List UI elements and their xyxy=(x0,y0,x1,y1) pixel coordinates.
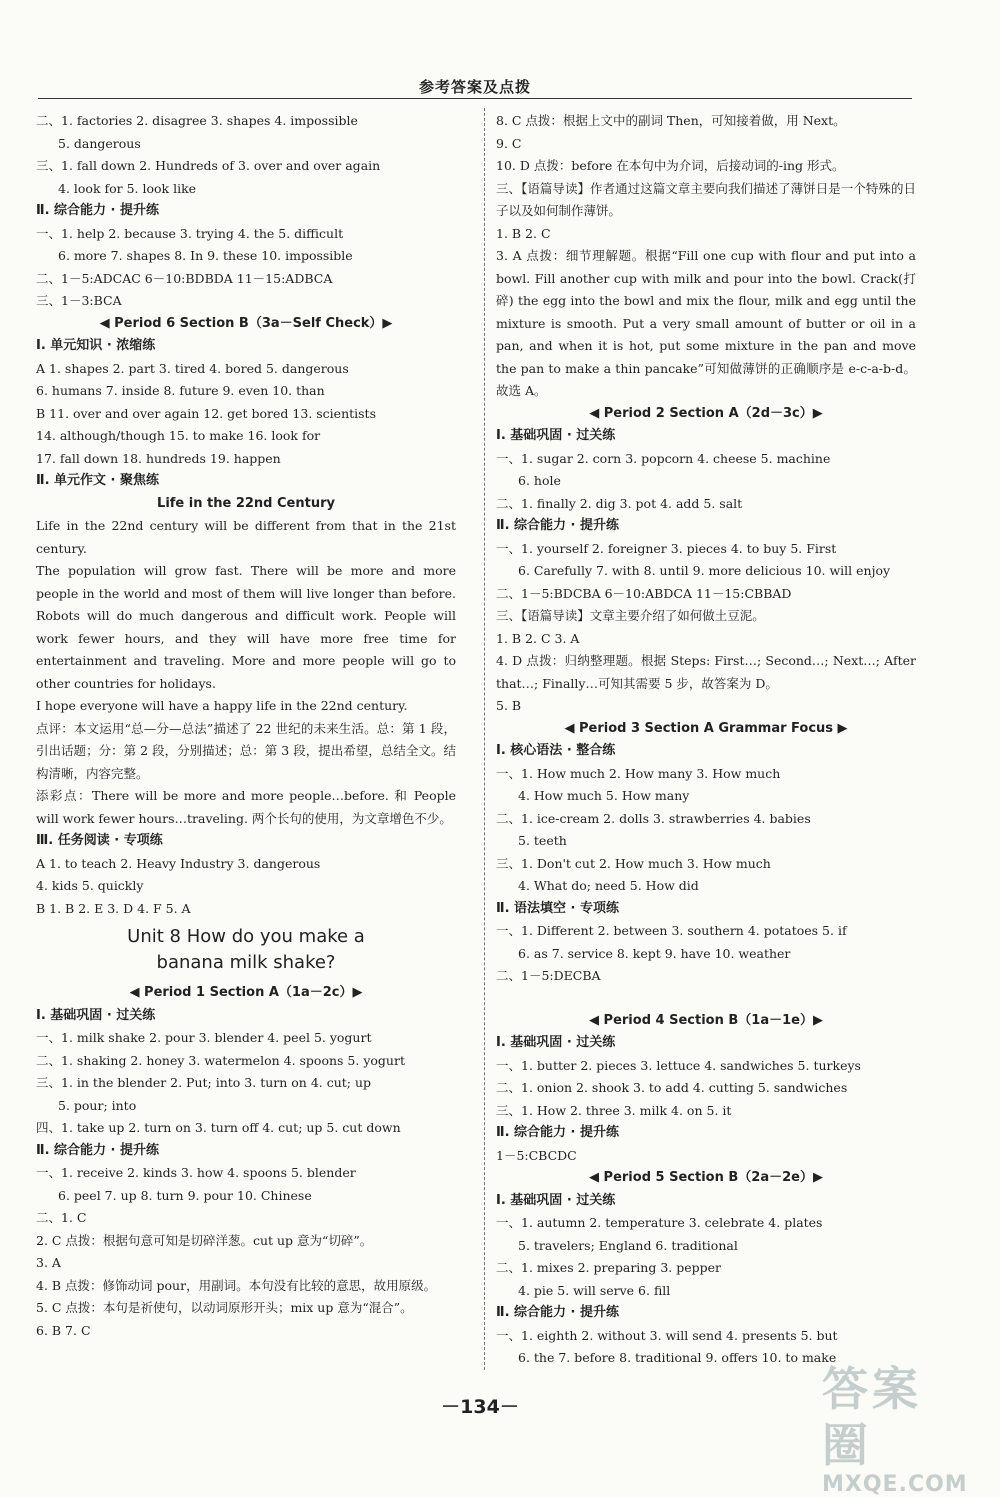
section-heading: Ⅱ. 单元作文 · 聚焦练 xyxy=(36,473,160,488)
answer-line: I hope everyone will have a happy life in the 22nd century. xyxy=(36,698,408,713)
answer-line: 4. B 点拨：修饰动词 pour，用副词。本句没有比较的意思，故用原级。 xyxy=(36,1277,437,1293)
answer-line: 6. more 7. shapes 8. In 9. these 10. impossible xyxy=(58,248,353,263)
answer-line: 添彩点：There will be more and more people…before. 和 People will work fewer hours…traveling. 两个长句的使用，为文章增色不少。 xyxy=(36,788,456,826)
answer-line: A 1. to teach 2. Heavy Industry 3. dangerous xyxy=(36,855,321,871)
section-heading: Life in the 22nd Century xyxy=(157,495,335,511)
answer-line: 4. How much 5. How many xyxy=(518,788,690,803)
left-column xyxy=(36,110,456,1342)
answer-line: 14. although/though 15. to make 16. look for xyxy=(36,428,321,443)
answer-line: 二、1. factories 2. disagree 3. shapes 4. impossible xyxy=(36,113,358,128)
answer-line: 二、1. C xyxy=(36,1210,87,1225)
section-heading: Ⅱ. 综合能力 · 提升练 xyxy=(496,518,620,533)
section-heading: Ⅱ. 综合能力 · 提升练 xyxy=(496,1305,620,1320)
answer-line: 5. dangerous xyxy=(58,135,141,151)
answer-line: 5. pour; into xyxy=(58,1097,137,1113)
answer-line: 6. B 7. C xyxy=(36,1322,91,1338)
section-heading: Ⅰ. 核心语法 · 整合练 xyxy=(496,743,616,758)
answer-line: 6. the 7. before 8. traditional 9. offers 10. to make xyxy=(518,1350,837,1365)
answer-line: 3. A xyxy=(36,1255,61,1270)
answer-line: 一、1. autumn 2. temperature 3. celebrate 4. plates xyxy=(496,1215,823,1230)
right-column xyxy=(496,110,916,1370)
page-number: －134－ xyxy=(441,1396,519,1418)
answer-line: 二、1－5:ADCAC 6－10:BDBDA 11－15:ADBCA xyxy=(36,270,333,286)
answer-line: 一、1. milk shake 2. pour 3. blender 4. peel 5. yogurt xyxy=(36,1030,372,1045)
section-heading: Ⅰ. 基础巩固 · 过关练 xyxy=(496,1192,616,1208)
answer-line: 2. C 点拨：根据句意可知是切碎洋葱。cut up 意为“切碎”。 xyxy=(36,1232,373,1248)
page-header-title: 参考答案及点拨 xyxy=(418,78,531,96)
answer-line: 6. humans 7. inside 8. future 9. even 10. than xyxy=(36,383,325,398)
answer-line: 点评：本文运用“总—分—总法”描述了 22 世纪的未来生活。总：第 1 段，引出话题；分：第 2 段，分别描述；总：第 3 段，提出希望，总结全文。结构清晰，内容完整。 xyxy=(36,720,456,781)
answer-line: 二、1－5:DECBA xyxy=(496,968,601,983)
section-heading: Ⅱ. 语法填空 · 专项练 xyxy=(496,900,620,916)
answer-line: 三、1. fall down 2. Hundreds of 3. over and over again xyxy=(36,158,381,173)
answer-line: 三、1. How 2. three 3. milk 4. on 5. it xyxy=(496,1102,732,1118)
answer-line: 一、1. Different 2. between 3. southern 4. potatoes 5. if xyxy=(496,923,847,938)
answer-line: 三、【语篇导读】作者通过这篇文章主要向我们描述了薄饼日是一个特殊的日子以及如何制作薄饼。 xyxy=(496,180,916,218)
answer-line: The population will grow fast. There will be more and more people in the world and most of them will live longer than before. Robots will do much dangerous and difficult work. People will work fewer hours, and they will have more free time for entertainment and traveling. More and more people will go to other countries for holidays. xyxy=(36,563,456,691)
answer-line: 一、1. receive 2. kinds 3. how 4. spoons 5. blender xyxy=(36,1165,356,1180)
section-heading: Ⅱ. 综合能力 · 提升练 xyxy=(496,1125,620,1140)
answer-line: 9. C xyxy=(496,135,522,151)
answer-line: 4. kids 5. quickly xyxy=(36,878,144,893)
column-divider xyxy=(484,108,485,1370)
answer-line: 17. fall down 18. hundreds 19. happen xyxy=(36,450,281,466)
answer-line: 二、1－5:BDCBA 6－10:ABDCA 11－15:CBBAD xyxy=(496,585,792,601)
answer-line: 三、1. in the blender 2. Put; into 3. turn on 4. cut; up xyxy=(36,1075,372,1090)
answer-line: 三、1. Don't cut 2. How much 3. How much xyxy=(496,855,771,871)
answer-line: 一、1. eighth 2. without 3. will send 4. presents 5. but xyxy=(496,1327,838,1343)
answer-line: 5. B xyxy=(496,698,522,713)
answer-line: 6. as 7. service 8. kept 9. have 10. weather xyxy=(518,945,791,961)
section-heading: Ⅰ. 基础巩固 · 过关练 xyxy=(496,1035,616,1050)
answer-line: A 1. shapes 2. part 3. tired 4. bored 5. dangerous xyxy=(36,360,349,376)
answer-line: B 11. over and over again 12. get bored 13. scientists xyxy=(36,405,376,421)
answer-line: 6. Carefully 7. with 8. until 9. more delicious 10. will enjoy xyxy=(518,563,891,578)
section-heading: ◀ Period 2 Section A（2d－3c）▶ xyxy=(589,405,823,421)
answer-line: 四、1. take up 2. turn on 3. turn off 4. cut; up 5. cut down xyxy=(36,1120,401,1135)
section-heading: Ⅰ. 基础巩固 · 过关练 xyxy=(36,1007,156,1023)
answer-line: 5. travelers; England 6. traditional xyxy=(518,1237,738,1253)
answer-line: 一、1. help 2. because 3. trying 4. the 5. difficult xyxy=(36,225,344,241)
section-heading: ◀ Period 5 Section B（2a－2e）▶ xyxy=(589,1170,823,1185)
answer-line: 二、1. onion 2. shook 3. to add 4. cutting 5. sandwiches xyxy=(496,1080,848,1095)
answer-line: 二、1. mixes 2. preparing 3. pepper xyxy=(496,1260,721,1275)
answer-line: 二、1. ice-cream 2. dolls 3. strawberries 4. babies xyxy=(496,810,811,826)
answer-line: 4. look for 5. look like xyxy=(58,180,197,196)
answer-line: 6. hole xyxy=(518,473,561,488)
section-heading: ◀ Period 3 Section A Grammar Focus ▶ xyxy=(564,720,848,736)
section-heading: ◀ Period 1 Section A（1a－2c）▶ xyxy=(129,985,363,1000)
unit-title: Unit 8 How do you make a banana milk shake? xyxy=(127,926,365,973)
answer-line: 5. C 点拨：本句是祈使句，以动词原形开头；mix up 意为“混合”。 xyxy=(36,1300,413,1315)
answer-line: B 1. B 2. E 3. D 4. F 5. A xyxy=(36,900,191,916)
answer-line: 10. D 点拨：before 在本句中为介词，后接动词的-ing 形式。 xyxy=(496,158,845,173)
section-heading: ◀ Period 4 Section B（1a－1e）▶ xyxy=(589,1012,823,1028)
answer-line xyxy=(496,988,916,1010)
section-heading: Ⅱ. 综合能力 · 提升练 xyxy=(36,1142,160,1158)
answer-line: 8. C 点拨：根据上文中的副词 Then，可知接着做，用 Next。 xyxy=(496,113,846,128)
watermark-text-bottom: MXQE.COM xyxy=(822,1472,968,1497)
section-heading: ◀ Period 6 Section B（3a－Self Check）▶ xyxy=(99,315,393,331)
answer-line: 4. D 点拨：归纳整理题。根据 Steps: First…; Second…; Next…; After that…; Finally…可知其需要 5 步，故答案为 D。 xyxy=(496,653,916,691)
answer-line: 一、1. butter 2. pieces 3. lettuce 4. sandwiches 5. turkeys xyxy=(496,1057,861,1073)
answer-line: 三、【语篇导读】文章主要介绍了如何做土豆泥。 xyxy=(496,608,765,623)
section-heading: Ⅰ. 基础巩固 · 过关练 xyxy=(496,428,616,443)
watermark-logo xyxy=(822,1361,970,1497)
answer-line: 一、1. sugar 2. corn 3. popcorn 4. cheese 5. machine xyxy=(496,450,831,466)
answer-line: 1. B 2. C xyxy=(496,225,551,241)
answer-line: Life in the 22nd century will be different from that in the 21st century. xyxy=(36,518,456,556)
answer-line: 3. A 点拨：细节理解题。根据“Fill one cup with flour and put into a bowl. Fill another cup with milk and pour into the bowl. Crack(打碎) the egg into the bowl and mix the flour, milk and egg until the mixture is smooth. Put a very small amount of butter or oil in a pan, and when it is hot, put some mixture in the pan and move the pan to make a thin pancake”可知做薄饼的正确顺序是 e-c-a-b-d。故选 A。 xyxy=(496,248,916,398)
answer-line: 三、1－3:BCA xyxy=(36,293,122,308)
answer-line: 1－5:CBCDC xyxy=(496,1147,577,1163)
answer-line: 6. peel 7. up 8. turn 9. pour 10. Chinese xyxy=(58,1187,312,1203)
answer-line: 一、1. How much 2. How many 3. How much xyxy=(496,765,781,781)
section-heading: Ⅲ. 任务阅读 · 专项练 xyxy=(36,833,163,848)
answer-line: 5. teeth xyxy=(518,833,567,848)
answer-line: 4. pie 5. will serve 6. fill xyxy=(518,1282,671,1298)
header-rule xyxy=(38,98,912,99)
answer-line: 二、1. finally 2. dig 3. pot 4. add 5. salt xyxy=(496,495,743,511)
section-heading: Ⅱ. 综合能力 · 提升练 xyxy=(36,203,160,218)
section-heading: Ⅰ. 单元知识 · 浓缩练 xyxy=(36,338,156,353)
answer-line: 一、1. yourself 2. foreigner 3. pieces 4. to buy 5. First xyxy=(496,540,837,556)
answer-line: 4. What do; need 5. How did xyxy=(518,878,699,893)
watermark-text-top: 答案圈 xyxy=(822,1362,922,1472)
answer-line: 二、1. shaking 2. honey 3. watermelon 4. spoons 5. yogurt xyxy=(36,1052,405,1068)
answer-line: 1. B 2. C 3. A xyxy=(496,630,580,646)
